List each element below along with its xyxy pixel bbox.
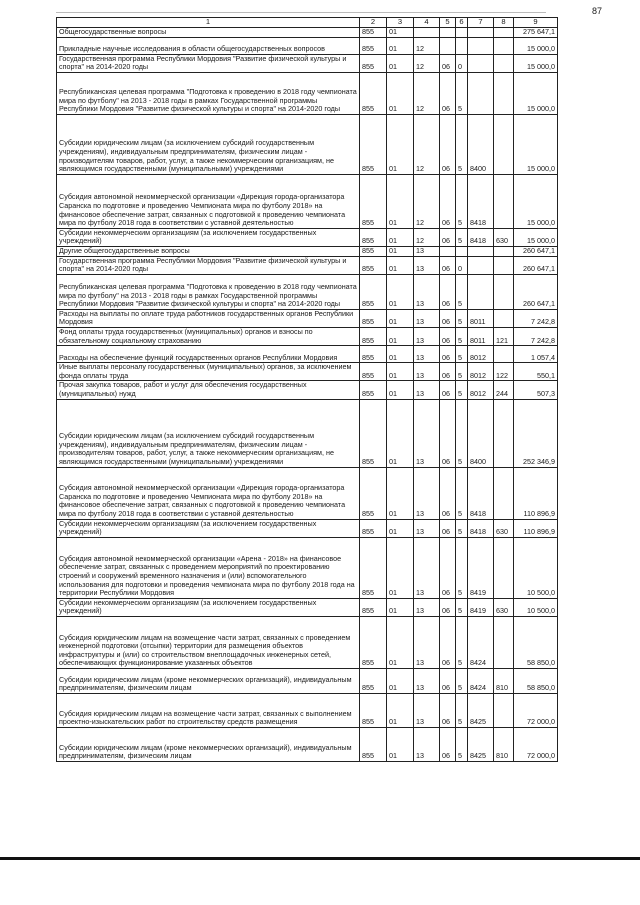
subsection-code: 12 bbox=[414, 174, 440, 228]
subprogram-code: 0 bbox=[456, 256, 468, 274]
table-row bbox=[57, 363, 558, 381]
subprogram-code bbox=[456, 246, 468, 256]
target-item-code: 8424 bbox=[468, 616, 494, 668]
admin-code: 855 bbox=[360, 598, 387, 616]
target-item-code bbox=[468, 72, 494, 114]
target-item-code: 8419 bbox=[468, 537, 494, 598]
program-code: 06 bbox=[440, 114, 456, 174]
expense-type-code bbox=[494, 37, 514, 54]
column-header: 3 bbox=[387, 18, 414, 28]
amount: 110 896,9 bbox=[514, 467, 558, 519]
section-code: 01 bbox=[387, 363, 414, 381]
table-row bbox=[57, 467, 558, 519]
admin-code: 855 bbox=[360, 537, 387, 598]
expense-type-code bbox=[494, 246, 514, 256]
subprogram-code: 0 bbox=[456, 54, 468, 72]
table-row bbox=[57, 256, 558, 274]
expense-type-code bbox=[494, 54, 514, 72]
row-description: Республиканская целевая программа "Подготовка к проведению в 2018 году чемпионата мира по футболу" на 2013 - 2018 годы в рамках Государственной программы Республики Мордовия "Развитие физической культуры и спорта" на 2014-2020 годы bbox=[57, 274, 360, 309]
program-code: 06 bbox=[440, 274, 456, 309]
subsection-code: 13 bbox=[414, 668, 440, 693]
target-item-code: 8400 bbox=[468, 399, 494, 467]
subprogram-code: 5 bbox=[456, 727, 468, 761]
expense-type-code bbox=[494, 174, 514, 228]
subprogram-code: 5 bbox=[456, 114, 468, 174]
admin-code: 855 bbox=[360, 616, 387, 668]
subprogram-code: 5 bbox=[456, 274, 468, 309]
table-row bbox=[57, 346, 558, 363]
row-description: Субсидия юридическим лицам на возмещение части затрат, связанных с проведением инженерной подготовки (отсыпки) территории для размещения объектов инфраструктуры и (или) со строительством внеплощадочных инженерных сетей, обеспечивающих функционирование указанных объектов bbox=[57, 616, 360, 668]
admin-code: 855 bbox=[360, 28, 387, 38]
top-rule bbox=[56, 12, 546, 13]
section-code: 01 bbox=[387, 467, 414, 519]
program-code: 06 bbox=[440, 598, 456, 616]
amount: 15 000,0 bbox=[514, 228, 558, 246]
admin-code: 855 bbox=[360, 346, 387, 363]
expense-type-code bbox=[494, 114, 514, 174]
table-row bbox=[57, 246, 558, 256]
column-header: 5 bbox=[440, 18, 456, 28]
row-description: Фонд оплаты труда государственных (муниципальных) органов и взносы по обязательному социальному страхованию bbox=[57, 327, 360, 345]
amount: 275 647,1 bbox=[514, 28, 558, 38]
row-description: Субсидия автономной некоммерческой организации «Дирекция города-организатора Саранска по подготовке и проведению Чемпионата мира по футболу 2018» на финансовое обеспечение затрат, связанных с подготовкой к проведению чемпионата мира по футболу 2018 года в соответствии с уставной деятельностью bbox=[57, 174, 360, 228]
expense-type-code bbox=[494, 616, 514, 668]
subsection-code: 12 bbox=[414, 72, 440, 114]
admin-code: 855 bbox=[360, 246, 387, 256]
target-item-code: 8424 bbox=[468, 668, 494, 693]
subprogram-code: 5 bbox=[456, 693, 468, 727]
row-description: Государственная программа Республики Мордовия "Развитие физической культуры и спорта" на 2014-2020 годы bbox=[57, 54, 360, 72]
bottom-rule bbox=[0, 857, 640, 860]
column-header: 1 bbox=[57, 18, 360, 28]
target-item-code: 8012 bbox=[468, 363, 494, 381]
table-row bbox=[57, 399, 558, 467]
admin-code: 855 bbox=[360, 256, 387, 274]
section-code: 01 bbox=[387, 228, 414, 246]
subsection-code: 13 bbox=[414, 616, 440, 668]
table-row bbox=[57, 693, 558, 727]
expense-type-code bbox=[494, 537, 514, 598]
table-row bbox=[57, 37, 558, 54]
program-code bbox=[440, 246, 456, 256]
row-description: Общегосударственные вопросы bbox=[57, 28, 360, 38]
subprogram-code: 5 bbox=[456, 399, 468, 467]
admin-code: 855 bbox=[360, 693, 387, 727]
section-code: 01 bbox=[387, 174, 414, 228]
row-description: Республиканская целевая программа "Подготовка к проведению в 2018 году чемпионата мира по футболу" на 2013 - 2018 годы в рамках Государственной программы Республики Мордовия "Развитие физической культуры и спорта" на 2014-2020 годы bbox=[57, 72, 360, 114]
expense-type-code bbox=[494, 346, 514, 363]
admin-code: 855 bbox=[360, 727, 387, 761]
section-code: 01 bbox=[387, 256, 414, 274]
table-row bbox=[57, 72, 558, 114]
admin-code: 855 bbox=[360, 381, 387, 399]
target-item-code bbox=[468, 54, 494, 72]
table-row bbox=[57, 309, 558, 327]
admin-code: 855 bbox=[360, 309, 387, 327]
amount: 550,1 bbox=[514, 363, 558, 381]
table-row bbox=[57, 537, 558, 598]
subprogram-code: 5 bbox=[456, 346, 468, 363]
expense-type-code bbox=[494, 274, 514, 309]
subprogram-code: 5 bbox=[456, 381, 468, 399]
subsection-code: 13 bbox=[414, 381, 440, 399]
subprogram-code: 5 bbox=[456, 228, 468, 246]
row-description: Субсидии юридическим лицам (кроме некоммерческих организаций), индивидуальным предпринимателям, физическим лицам bbox=[57, 668, 360, 693]
program-code: 06 bbox=[440, 727, 456, 761]
subsection-code: 12 bbox=[414, 37, 440, 54]
table-row bbox=[57, 727, 558, 761]
section-code: 01 bbox=[387, 327, 414, 345]
subsection-code: 13 bbox=[414, 327, 440, 345]
subprogram-code: 5 bbox=[456, 519, 468, 537]
target-item-code: 8425 bbox=[468, 693, 494, 727]
expense-type-code: 630 bbox=[494, 519, 514, 537]
subprogram-code: 5 bbox=[456, 309, 468, 327]
row-description: Субсидия автономной некоммерческой организации «Арена - 2018» на финансовое обеспечение затрат, связанных с проведением мероприятий по проектированию строений и сооружений временного назначения и (или) вспомогательного использования для подготовки и проведения чемпионата мира по футболу 2018 года на территории Республики Мордовия bbox=[57, 537, 360, 598]
target-item-code bbox=[468, 37, 494, 54]
target-item-code: 8418 bbox=[468, 174, 494, 228]
section-code: 01 bbox=[387, 72, 414, 114]
section-code: 01 bbox=[387, 274, 414, 309]
subsection-code: 13 bbox=[414, 467, 440, 519]
budget-table bbox=[56, 17, 558, 762]
admin-code: 855 bbox=[360, 363, 387, 381]
expense-type-code bbox=[494, 72, 514, 114]
subsection-code: 12 bbox=[414, 114, 440, 174]
subsection-code: 13 bbox=[414, 399, 440, 467]
amount: 15 000,0 bbox=[514, 37, 558, 54]
row-description: Прочая закупка товаров, работ и услуг для обеспечения государственных (муниципальных) нужд bbox=[57, 381, 360, 399]
expense-type-code: 630 bbox=[494, 228, 514, 246]
column-header: 6 bbox=[456, 18, 468, 28]
subprogram-code: 5 bbox=[456, 616, 468, 668]
expense-type-code: 810 bbox=[494, 668, 514, 693]
amount: 58 850,0 bbox=[514, 668, 558, 693]
row-description: Субсидия юридическим лицам на возмещение части затрат, связанных с выполнением проектно-изыскательских работ по строительству средств размещения bbox=[57, 693, 360, 727]
admin-code: 855 bbox=[360, 228, 387, 246]
target-item-code: 8400 bbox=[468, 114, 494, 174]
subsection-code: 13 bbox=[414, 519, 440, 537]
row-description: Субсидии некоммерческим организациям (за исключением государственных учреждений) bbox=[57, 519, 360, 537]
amount: 10 500,0 bbox=[514, 598, 558, 616]
expense-type-code bbox=[494, 309, 514, 327]
row-description: Субсидия автономной некоммерческой организации «Дирекция города-организатора Саранска по подготовке и проведению Чемпионата мира по футболу 2018» на финансовое обеспечение затрат, связанных с подготовкой к проведению чемпионата мира по футболу 2018 года в соответствии с уставной деятельностью bbox=[57, 467, 360, 519]
row-description: Субсидии юридическим лицам (за исключением субсидий государственным учреждениям), индивидуальным предпринимателям, физическим лицам - производителям товаров, работ, услуг, а также некоммерческим организациям, не являющимся государственными (муниципальными) учреждениями bbox=[57, 399, 360, 467]
program-code: 06 bbox=[440, 363, 456, 381]
amount: 110 896,9 bbox=[514, 519, 558, 537]
program-code: 06 bbox=[440, 228, 456, 246]
section-code: 01 bbox=[387, 114, 414, 174]
program-code: 06 bbox=[440, 381, 456, 399]
section-code: 01 bbox=[387, 668, 414, 693]
amount: 1 057,4 bbox=[514, 346, 558, 363]
section-code: 01 bbox=[387, 28, 414, 38]
admin-code: 855 bbox=[360, 668, 387, 693]
expense-type-code bbox=[494, 256, 514, 274]
section-code: 01 bbox=[387, 616, 414, 668]
amount: 15 000,0 bbox=[514, 114, 558, 174]
expense-type-code: 630 bbox=[494, 598, 514, 616]
admin-code: 855 bbox=[360, 72, 387, 114]
row-description: Субсидии некоммерческим организациям (за исключением государственных учреждений) bbox=[57, 228, 360, 246]
subsection-code: 13 bbox=[414, 727, 440, 761]
section-code: 01 bbox=[387, 54, 414, 72]
section-code: 01 bbox=[387, 381, 414, 399]
target-item-code: 8418 bbox=[468, 519, 494, 537]
subsection-code: 13 bbox=[414, 256, 440, 274]
amount: 72 000,0 bbox=[514, 727, 558, 761]
subsection-code: 13 bbox=[414, 309, 440, 327]
table-row bbox=[57, 54, 558, 72]
table-row bbox=[57, 28, 558, 38]
amount: 7 242,8 bbox=[514, 327, 558, 345]
row-description: Государственная программа Республики Мордовия "Развитие физической культуры и спорта" на 2014-2020 годы bbox=[57, 256, 360, 274]
subprogram-code: 5 bbox=[456, 537, 468, 598]
expense-type-code: 244 bbox=[494, 381, 514, 399]
page-number: 87 bbox=[592, 6, 603, 16]
amount: 252 346,9 bbox=[514, 399, 558, 467]
program-code: 06 bbox=[440, 54, 456, 72]
target-item-code: 8418 bbox=[468, 467, 494, 519]
target-item-code bbox=[468, 274, 494, 309]
target-item-code: 8011 bbox=[468, 309, 494, 327]
program-code: 06 bbox=[440, 693, 456, 727]
column-header: 2 bbox=[360, 18, 387, 28]
target-item-code: 8419 bbox=[468, 598, 494, 616]
column-header: 9 bbox=[514, 18, 558, 28]
target-item-code bbox=[468, 246, 494, 256]
admin-code: 855 bbox=[360, 519, 387, 537]
row-description: Субсидии некоммерческим организациям (за исключением государственных учреждений) bbox=[57, 598, 360, 616]
row-description: Иные выплаты персоналу государственных (муниципальных) органов, за исключением фонда оплаты труда bbox=[57, 363, 360, 381]
admin-code: 855 bbox=[360, 327, 387, 345]
program-code: 06 bbox=[440, 519, 456, 537]
table-row bbox=[57, 114, 558, 174]
program-code: 06 bbox=[440, 309, 456, 327]
target-item-code: 8011 bbox=[468, 327, 494, 345]
amount: 260 647,1 bbox=[514, 256, 558, 274]
target-item-code: 8418 bbox=[468, 228, 494, 246]
program-code: 06 bbox=[440, 346, 456, 363]
program-code: 06 bbox=[440, 668, 456, 693]
target-item-code: 8012 bbox=[468, 346, 494, 363]
admin-code: 855 bbox=[360, 274, 387, 309]
subsection-code: 12 bbox=[414, 54, 440, 72]
admin-code: 855 bbox=[360, 37, 387, 54]
amount: 15 000,0 bbox=[514, 174, 558, 228]
expense-type-code bbox=[494, 399, 514, 467]
program-code bbox=[440, 37, 456, 54]
table-row bbox=[57, 274, 558, 309]
table-row bbox=[57, 598, 558, 616]
program-code: 06 bbox=[440, 537, 456, 598]
section-code: 01 bbox=[387, 598, 414, 616]
section-code: 01 bbox=[387, 727, 414, 761]
section-code: 01 bbox=[387, 309, 414, 327]
table-row bbox=[57, 174, 558, 228]
amount: 72 000,0 bbox=[514, 693, 558, 727]
table-row bbox=[57, 381, 558, 399]
admin-code: 855 bbox=[360, 114, 387, 174]
program-code: 06 bbox=[440, 256, 456, 274]
section-code: 01 bbox=[387, 537, 414, 598]
subprogram-code: 5 bbox=[456, 467, 468, 519]
program-code: 06 bbox=[440, 327, 456, 345]
expense-type-code: 121 bbox=[494, 327, 514, 345]
expense-type-code bbox=[494, 693, 514, 727]
row-description: Другие общегосударственные вопросы bbox=[57, 246, 360, 256]
subsection-code bbox=[414, 28, 440, 38]
subprogram-code: 5 bbox=[456, 327, 468, 345]
row-description: Субсидии юридическим лицам (за исключением субсидий государственным учреждениям), индивидуальным предпринимателям, физическим лицам - производителям товаров, работ, услуг, а также некоммерческим организациям, не являющимся государственными (муниципальными) учреждениями bbox=[57, 114, 360, 174]
subprogram-code: 5 bbox=[456, 363, 468, 381]
row-description: Субсидии юридическим лицам (кроме некоммерческих организаций), индивидуальным предпринимателям, физическим лицам bbox=[57, 727, 360, 761]
table-row bbox=[57, 327, 558, 345]
program-code: 06 bbox=[440, 72, 456, 114]
column-header: 8 bbox=[494, 18, 514, 28]
target-item-code: 8425 bbox=[468, 727, 494, 761]
section-code: 01 bbox=[387, 246, 414, 256]
subsection-code: 13 bbox=[414, 537, 440, 598]
column-header: 4 bbox=[414, 18, 440, 28]
subsection-code: 13 bbox=[414, 246, 440, 256]
program-code: 06 bbox=[440, 399, 456, 467]
subprogram-code: 5 bbox=[456, 174, 468, 228]
amount: 260 647,1 bbox=[514, 274, 558, 309]
subprogram-code bbox=[456, 28, 468, 38]
subsection-code: 12 bbox=[414, 228, 440, 246]
amount: 15 000,0 bbox=[514, 72, 558, 114]
section-code: 01 bbox=[387, 693, 414, 727]
subprogram-code bbox=[456, 37, 468, 54]
program-code: 06 bbox=[440, 467, 456, 519]
target-item-code bbox=[468, 256, 494, 274]
amount: 10 500,0 bbox=[514, 537, 558, 598]
program-code: 06 bbox=[440, 616, 456, 668]
admin-code: 855 bbox=[360, 54, 387, 72]
subsection-code: 13 bbox=[414, 598, 440, 616]
column-header: 7 bbox=[468, 18, 494, 28]
row-description: Расходы на выплаты по оплате труда работников государственных органов Республики Мордовия bbox=[57, 309, 360, 327]
admin-code: 855 bbox=[360, 467, 387, 519]
program-code: 06 bbox=[440, 174, 456, 228]
admin-code: 855 bbox=[360, 399, 387, 467]
target-item-code bbox=[468, 28, 494, 38]
program-code bbox=[440, 28, 456, 38]
subsection-code: 13 bbox=[414, 363, 440, 381]
table-body bbox=[57, 18, 558, 762]
subprogram-code: 5 bbox=[456, 668, 468, 693]
section-code: 01 bbox=[387, 519, 414, 537]
column-header-row bbox=[57, 18, 558, 28]
admin-code: 855 bbox=[360, 174, 387, 228]
subprogram-code: 5 bbox=[456, 598, 468, 616]
row-description: Расходы на обеспечение функций государственных органов Республики Мордовия bbox=[57, 346, 360, 363]
amount: 260 647,1 bbox=[514, 246, 558, 256]
table-row bbox=[57, 668, 558, 693]
table-row bbox=[57, 519, 558, 537]
expense-type-code: 810 bbox=[494, 727, 514, 761]
table-row bbox=[57, 616, 558, 668]
subsection-code: 13 bbox=[414, 274, 440, 309]
section-code: 01 bbox=[387, 37, 414, 54]
section-code: 01 bbox=[387, 399, 414, 467]
subsection-code: 13 bbox=[414, 346, 440, 363]
amount: 507,3 bbox=[514, 381, 558, 399]
expense-type-code bbox=[494, 28, 514, 38]
expense-type-code bbox=[494, 467, 514, 519]
row-description: Прикладные научные исследования в области общегосударственных вопросов bbox=[57, 37, 360, 54]
amount: 58 850,0 bbox=[514, 616, 558, 668]
amount: 15 000,0 bbox=[514, 54, 558, 72]
subprogram-code: 5 bbox=[456, 72, 468, 114]
target-item-code: 8012 bbox=[468, 381, 494, 399]
section-code: 01 bbox=[387, 346, 414, 363]
subsection-code: 13 bbox=[414, 693, 440, 727]
table-row bbox=[57, 228, 558, 246]
amount: 7 242,8 bbox=[514, 309, 558, 327]
expense-type-code: 122 bbox=[494, 363, 514, 381]
